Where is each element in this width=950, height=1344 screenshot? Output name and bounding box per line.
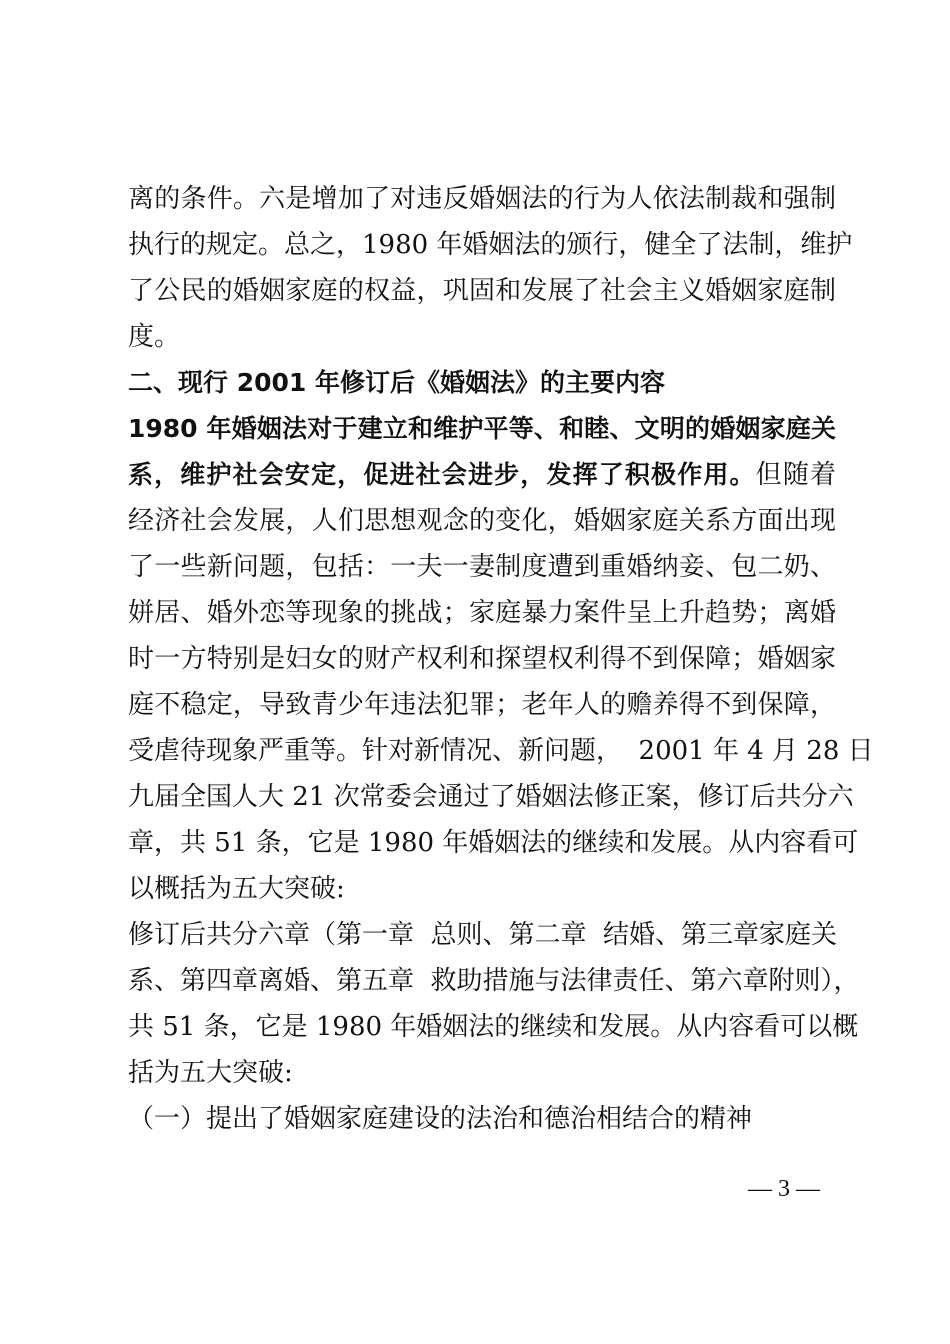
bold-paragraph-line: 1980 年婚姻法对于建立和维护平等、和睦、文明的婚姻家庭关 [128,414,836,443]
paragraph-line: 姘居、婚外恋等现象的挑战；家庭暴力案件呈上升趋势；离婚 [128,598,836,628]
paragraph-line: 九届全国人大 21 次常委会通过了婚姻法修正案，修订后共分六 [128,782,854,812]
paragraph-line: 经济社会发展，人们思想观念的变化，婚姻家庭关系方面出现 [128,506,836,536]
document-body [128,176,874,1142]
paragraph-line: 时一方特别是妇女的财产权利和探望权利得不到保障；婚姻家 [128,644,836,674]
paragraph-line: 度。 [128,322,181,352]
paragraph-line: 了公民的婚姻家庭的权益，巩固和发展了社会主义婚姻家庭制 [128,276,836,306]
paragraph-line: 修订后共分六章（第一章 总则、第二章 结婚、第三章家庭关 [128,920,838,950]
mixed-paragraph-line [128,452,836,498]
paragraph-line: 以概括为五大突破: [128,874,345,904]
paragraph-line: 庭不稳定，导致青少年违法犯罪；老年人的赡养得不到保障， [128,690,836,720]
paragraph-line: 受虐待现象严重等。针对新情况、新问题， 2001 年 4 月 28 日 [128,736,874,766]
page-number: — 3 — [748,1176,820,1202]
paragraph-line: 离的条件。六是增加了对违反婚姻法的行为人依法制裁和强制 [128,184,836,214]
bold-segment: 系，维护社会安定，促进社会进步，发挥了积极作用。 [128,460,756,489]
paragraph-line: 执行的规定。总之，1980 年婚姻法的颁行，健全了法制，维护 [128,230,853,260]
paragraph-line: 系、第四章离婚、第五章 救助措施与法律责任、第六章附则）， [128,966,860,996]
subsection-heading: （一）提出了婚姻家庭建设的法治和德治相结合的精神 [128,1104,753,1134]
paragraph-line: 共 51 条，它是 1980 年婚姻法的继续和发展。从内容看可以概 [128,1012,859,1042]
paragraph-line: 章，共 51 条，它是 1980 年婚姻法的继续和发展。从内容看可 [128,828,859,858]
paragraph-line: 括为五大突破: [128,1058,293,1088]
paragraph-line: 了一些新问题，包括：一夫一妻制度遭到重婚纳妾、包二奶、 [128,552,836,582]
section-heading: 二、现行 2001 年修订后《婚姻法》的主要内容 [128,368,665,397]
normal-segment: 但随着 [755,460,836,490]
